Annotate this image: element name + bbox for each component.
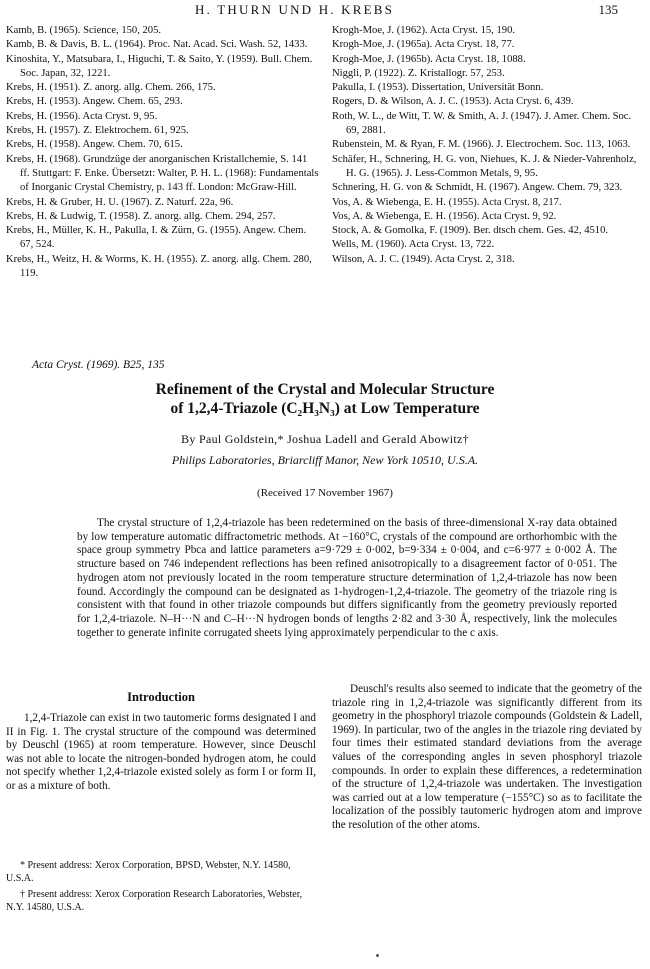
received-date: (Received 17 November 1967): [257, 487, 393, 499]
reference-item: Rogers, D. & Wilson, A. J. C. (1953). Acta Cryst. 6, 439.: [332, 96, 574, 108]
authors: By Paul Goldstein,* Joshua Ladell and Gerald Abowitz†: [181, 432, 469, 446]
article-title: [0, 380, 650, 418]
reference-item: Krebs, H. (1951). Z. anorg. allg. Chem. 266, 175.: [6, 82, 216, 94]
affiliation: Philips Laboratories, Briarcliff Manor, New York 10510, U.S.A.: [171, 453, 479, 467]
reference-item: Vos, A. & Wiebenga, E. H. (1955). Acta Cryst. 8, 217.: [332, 196, 562, 208]
footnotes: [6, 860, 316, 918]
introduction-paragraph: 1,2,4-Triazole can exist in two tautomeric forms designated I and II in Fig. 1. The crystal structure of the compound was determined by Deuschl (1965) at room temperature. However, since Deuschl was not able to locate the nitrogen-bonded hydrogen atom, he could not specify whether 1,2,4-triazole existed solely as form I or form II, or as a mixture of both.: [6, 712, 316, 792]
reference-item: Kamb, B. & Davis, B. L. (1964). Proc. Nat. Acad. Sci. Wash. 52, 1433.: [6, 39, 308, 51]
reference-item: Rubenstein, M. & Ryan, F. M. (1966). J. Electrochem. Soc. 113, 1063.: [332, 139, 631, 151]
scan-speck: [376, 954, 379, 957]
footnote-2: † Present address: Xerox Corporation Research Laboratories, Webster, N.Y. 14580, U.S.A.: [6, 889, 303, 913]
reference-item: Krogh-Moe, J. (1965b). Acta Cryst. 18, 1088.: [332, 53, 526, 65]
right-column-paragraph: Deuschl's results also seemed to indicate that the geometry of the triazole ring in 1,2,4-triazole was significantly different from its geometry in the phosphoryl triazole compounds (Goldstein & Ladell, 1969). In particular, two of the angles in the triazole ring deviated by four times their estimated standard deviations from the average values of the corresponding angles in seven phosphoryl triazole compounds. In order to explain these differences, a redetermination of the structure of 1,2,4-triazole was undertaken. The investigation was carried out at a low temperature (−155°C) so as to facilitate the localization of the possibly tautomeric hydrogen atom and improve the resolution of the other atoms.: [332, 683, 642, 831]
journal-reference: Acta Cryst. (1969). B25, 135: [32, 359, 165, 371]
reference-item: Wilson, A. J. C. (1949). Acta Cryst. 2, 318.: [332, 253, 515, 265]
reference-item: Wells, M. (1960). Acta Cryst. 13, 722.: [332, 239, 495, 251]
reference-item: Krebs, H. (1953). Angew. Chem. 65, 293.: [6, 96, 183, 108]
introduction-body: [6, 712, 316, 794]
page-header: [0, 2, 650, 18]
references-left-column: [6, 24, 319, 281]
title-line-1: Refinement of the Crystal and Molecular Structure: [155, 381, 495, 398]
abstract: [77, 517, 617, 640]
footnote-1: * Present address: Xerox Corporation, BPSD, Webster, N.Y. 14580, U.S.A.: [6, 860, 291, 884]
abstract-text: The crystal structure of 1,2,4-triazole has been redetermined on the basis of three-dimensional X-ray data obtained by low temperature automatic diffractometric methods. At −160°C, crystals of the compound are orthorhombic with the space group symmetry Pbca and lattice parameters a=9·729 ± 0·002, b=9·334 ± 0·004, and c=6·977 ± 0·002 Å. The structure based on 746 independent reflections has been refined anisotropically to a disagreement factor of 0·051. The hydrogen atom not previously located in the room temperature structure determination of 1,2,4-triazole has now been found. Accordingly the compound can be designated as 1-hydrogen-1,2,4-triazole. The geometry of the triazole ring is consistent with that found in other triazole compounds but differs significantly from the geometry previously reported for 1,2,4-triazole. N–H···N and C–H···N hydrogen bonds of lengths 2·82 and 3·30 Å, respectively, link the molecules together to generate infinite corrugated sheets lying approximately perpendicular to the c axis.: [77, 517, 617, 639]
reference-item: Niggli, P. (1922). Z. Kristallogr. 57, 253.: [332, 67, 505, 79]
reference-item: Krebs, H. (1956). Acta Cryst. 9, 95.: [6, 110, 158, 122]
reference-item: Krogh-Moe, J. (1965a). Acta Cryst. 18, 77.: [332, 39, 515, 51]
reference-item: Schäfer, H., Schnering, H. G. von, Niehues, K. J. & Nieder-Vahrenholz, H. G. (1965). J. Less-Common Metals, 9, 95.: [332, 153, 637, 179]
reference-item: Krebs, H., Müller, K. H., Pakulla, I. & Zürn, G. (1955). Angew. Chem. 67, 524.: [6, 225, 307, 251]
title-line-2: of 1,2,4-Triazole (C₂H₃N₃) at Low Temperature: [170, 400, 480, 417]
reference-item: Krebs, H. (1957). Z. Elektrochem. 61, 925.: [6, 125, 189, 137]
running-title: H. THURN UND H. KREBS: [195, 2, 395, 17]
reference-item: Vos, A. & Wiebenga, E. H. (1956). Acta Cryst. 9, 92.: [332, 210, 557, 222]
reference-item: Krebs, H. & Gruber, H. U. (1967). Z. Naturf. 22a, 96.: [6, 196, 234, 208]
reference-item: Krebs, H. (1958). Angew. Chem. 70, 615.: [6, 139, 183, 151]
reference-item: Stock, A. & Gomolka, F. (1909). Ber. dtsch chem. Ges. 42, 4510.: [332, 225, 609, 237]
reference-item: Kamb, B. (1965). Science, 150, 205.: [6, 25, 162, 36]
reference-item: Roth, W. L., de Witt, T. W. & Smith, A. J. (1947). J. Amer. Chem. Soc. 69, 2881.: [332, 110, 632, 137]
reference-item: Krebs, H. & Ludwig, T. (1958). Z. anorg. allg. Chem. 294, 257.: [6, 210, 276, 222]
reference-item: Kinoshita, Y., Matsubara, I., Higuchi, T. & Saito, Y. (1959). Bull. Chem. Soc. Japan, 32, 1221.: [6, 53, 313, 79]
right-column-body: [332, 683, 642, 833]
reference-item: Schnering, H. G. von & Schmidt, H. (1967). Angew. Chem. 79, 323.: [332, 182, 623, 194]
introduction-heading: Introduction: [127, 690, 195, 704]
reference-item: Krebs, H., Weitz, H. & Worms, K. H. (1955). Z. anorg. allg. Chem. 280, 119.: [6, 253, 312, 280]
references-right-column: [332, 24, 642, 267]
reference-item: Krogh-Moe, J. (1962). Acta Cryst. 15, 190.: [332, 25, 516, 36]
reference-item: Pakulla, I. (1953). Dissertation, Universität Bonn.: [332, 82, 544, 94]
reference-item: Krebs, H. (1968). Grundzüge der anorganischen Kristallchemie, S. 141 ff. Stuttgart: F. Enke. Übersetzt: Walter, P. H. L. (1968): Fundamentals of Inorganic Crystal Chemistry, p. 143 ff. London: McGraw-Hill.: [6, 153, 319, 194]
page-number: 135: [598, 2, 618, 17]
